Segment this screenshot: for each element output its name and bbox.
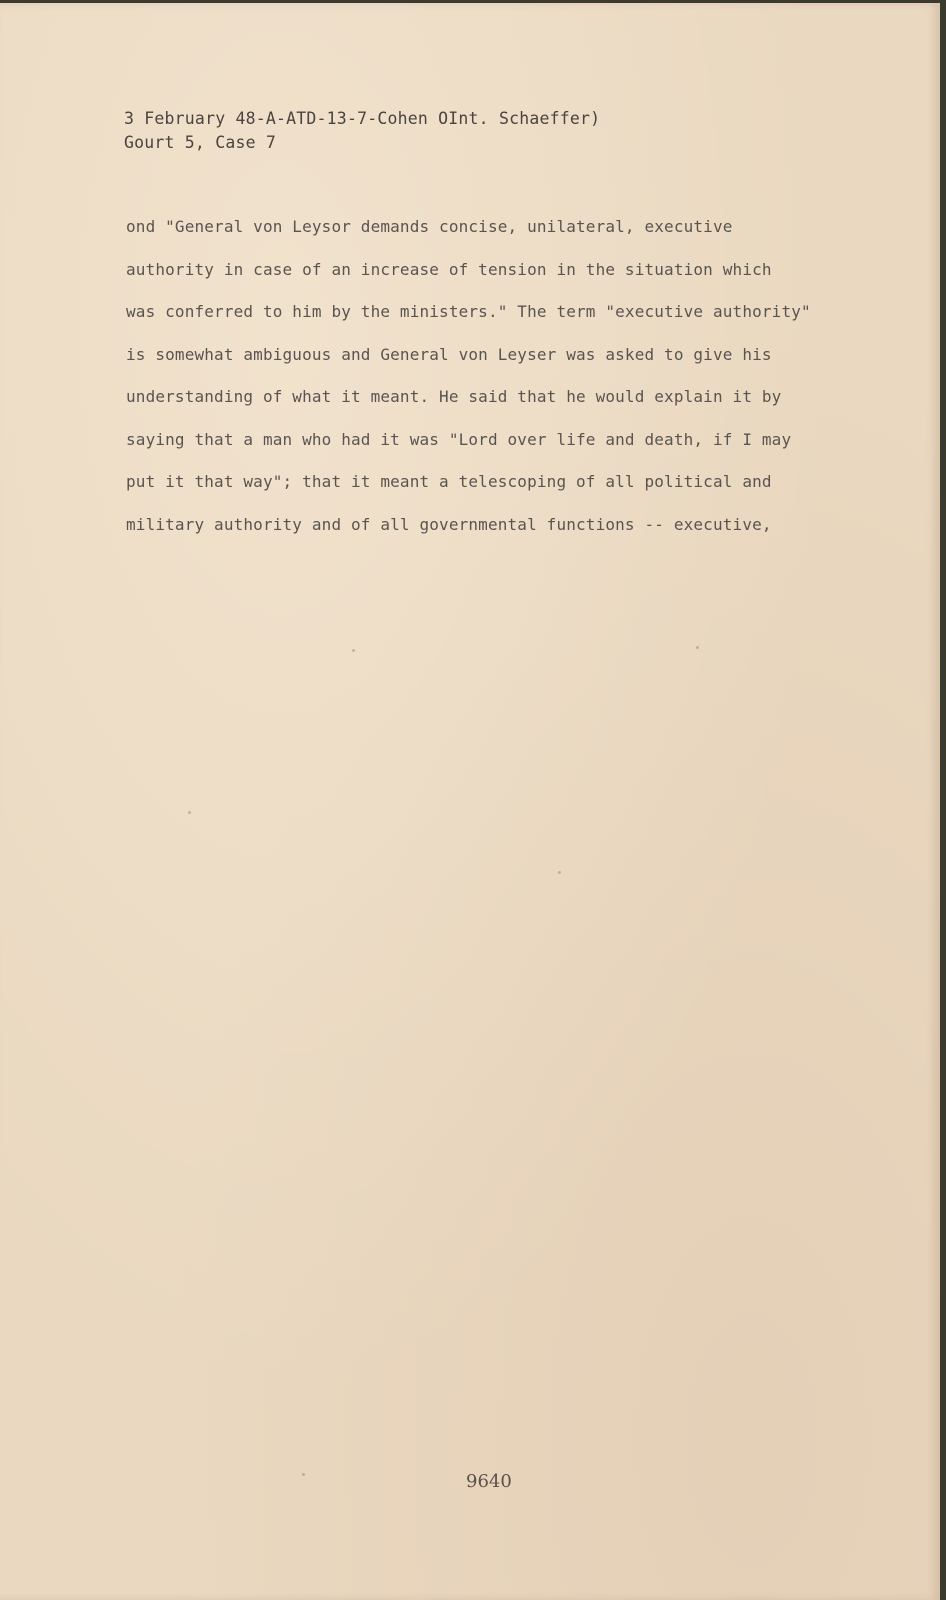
transcript-body (126, 206, 846, 546)
body-line: ond "General von Leysor demands concise, unilateral, executive (126, 217, 733, 236)
body-line: is somewhat ambiguous and General von Leyser was asked to give his (126, 344, 772, 364)
document-header (124, 107, 600, 155)
paper-speck (352, 649, 355, 652)
header-court-line: Gourt 5, Case 7 (124, 133, 277, 152)
paper-speck (558, 871, 561, 874)
paper-speck (188, 811, 191, 814)
page-number: 9640 (466, 1471, 512, 1492)
body-line: military authority and of all governmental functions -- executive, (126, 514, 772, 534)
body-line: was conferred to him by the ministers." The term "executive authority" (126, 302, 811, 321)
body-line: understanding of what it meant. He said that he would explain it by (126, 387, 782, 406)
body-line: saying that a man who had it was "Lord over life and death, if I may (126, 429, 792, 449)
paper-speck (696, 646, 699, 649)
body-line: put it that way"; that it meant a telescoping of all political and (126, 472, 772, 491)
body-line: authority in case of an increase of tension in the situation which (126, 259, 772, 279)
header-date-line: 3 February 48-A-ATD-13-7-Cohen OInt. Schaeffer) (124, 109, 601, 128)
document-page (0, 3, 940, 1600)
paper-speck (302, 1473, 305, 1476)
